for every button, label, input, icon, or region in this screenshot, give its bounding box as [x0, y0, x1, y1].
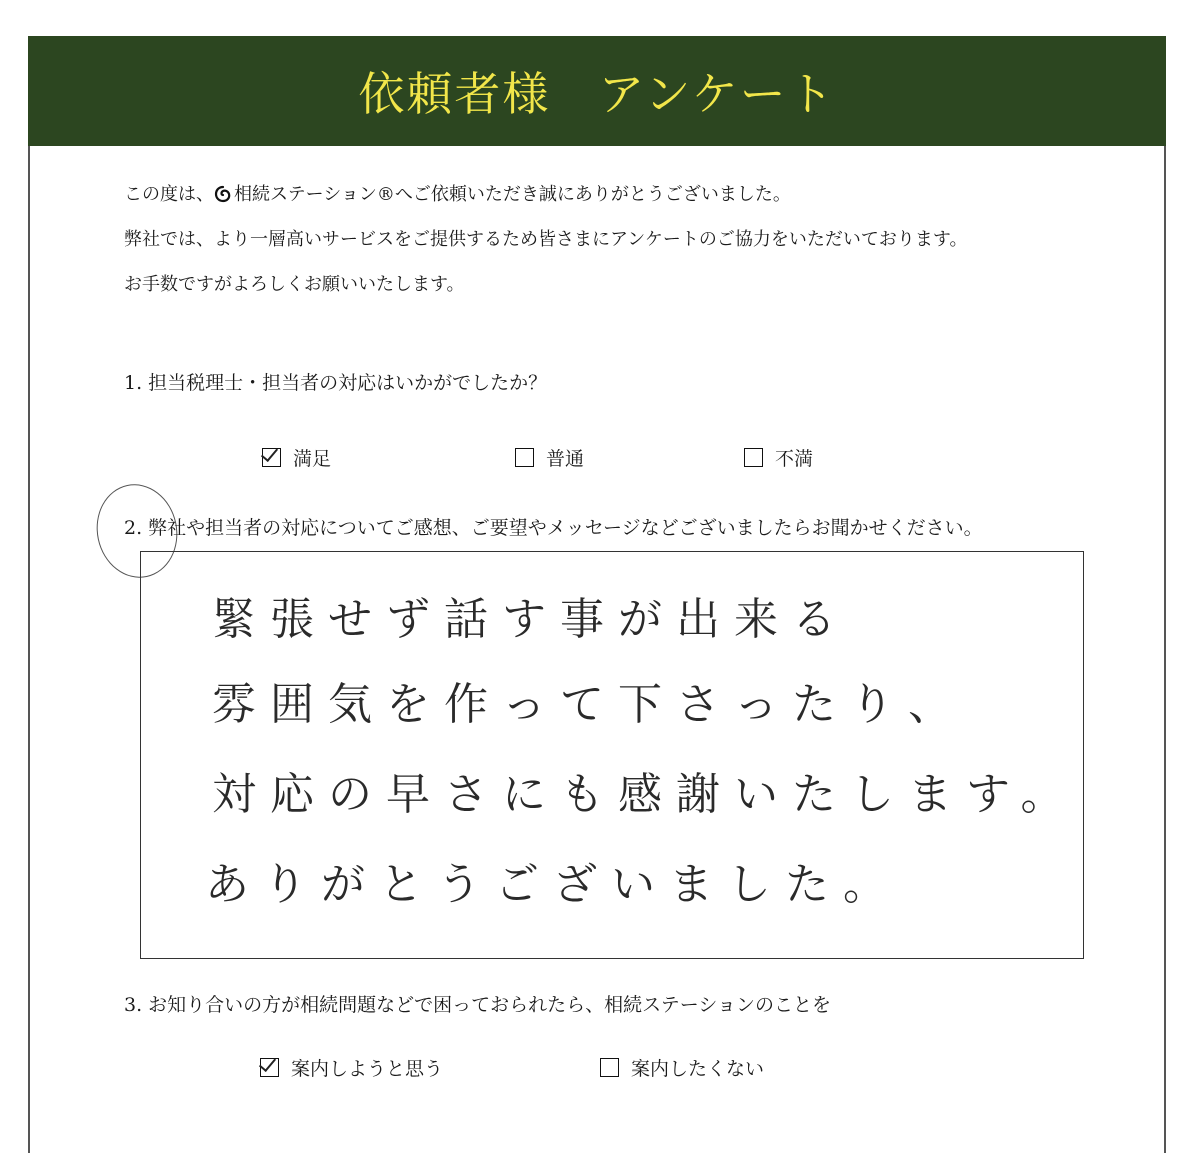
handwritten-answer-line-1: 緊張せず話す事が出来る: [212, 594, 850, 645]
q1-option-label: 不満: [775, 448, 814, 470]
q3-option-will-not-recommend[interactable]: [600, 1054, 764, 1081]
q1-option-satisfied[interactable]: [262, 444, 331, 471]
question-1-label: 1. 担当税理士・担当者の対応はいかがでしたか？: [124, 372, 548, 394]
intro-line-1-post: 相続ステーション®へご依頼いただき誠にありがとうございました。: [234, 184, 791, 205]
q3-option-will-recommend[interactable]: [260, 1054, 443, 1081]
intro-line-1: [124, 172, 1124, 217]
swirl-logo-icon: [214, 175, 232, 193]
q3-option-label: 案内しようと思う: [291, 1058, 444, 1080]
q1-option-label: 満足: [293, 448, 332, 470]
question-2-label: 2. 弊社や担当者の対応についてご感想、ご要望やメッセージなどございましたらお聞かせください。: [124, 517, 983, 539]
intro-text: [124, 172, 1124, 307]
page-title: 依頼者様 アンケート: [358, 67, 836, 121]
checkbox-checked[interactable]: [262, 448, 281, 467]
checkbox[interactable]: [600, 1058, 619, 1077]
checkbox[interactable]: [515, 448, 534, 467]
intro-line-2: 弊社では、より一層高いサービスをご提供するため皆さまにアンケートのご協力をいただいております。: [124, 229, 968, 250]
q3-option-label: 案内したくない: [631, 1058, 765, 1080]
q1-option-normal[interactable]: [515, 444, 584, 471]
q1-option-dissatisfied[interactable]: [744, 444, 813, 471]
checkbox-checked[interactable]: [260, 1058, 279, 1077]
intro-line-3: お手数ですがよろしくお願いいたします。: [124, 274, 465, 295]
handwritten-answer-line-4: ありがとうございました。: [205, 859, 901, 910]
handwritten-answer-line-2: 雰囲気を作って下さったり、: [212, 679, 966, 730]
q1-option-label: 普通: [546, 448, 585, 470]
checkbox[interactable]: [744, 448, 763, 467]
intro-line-1-pre: この度は、: [124, 184, 214, 205]
handwritten-answer-line-3: 対応の早さにも感謝いたします。: [212, 769, 1079, 820]
question-3-label: 3. お知り合いの方が相続問題などで困っておられたら、相続ステーションのことを: [124, 994, 832, 1016]
survey-header: [28, 36, 1166, 146]
